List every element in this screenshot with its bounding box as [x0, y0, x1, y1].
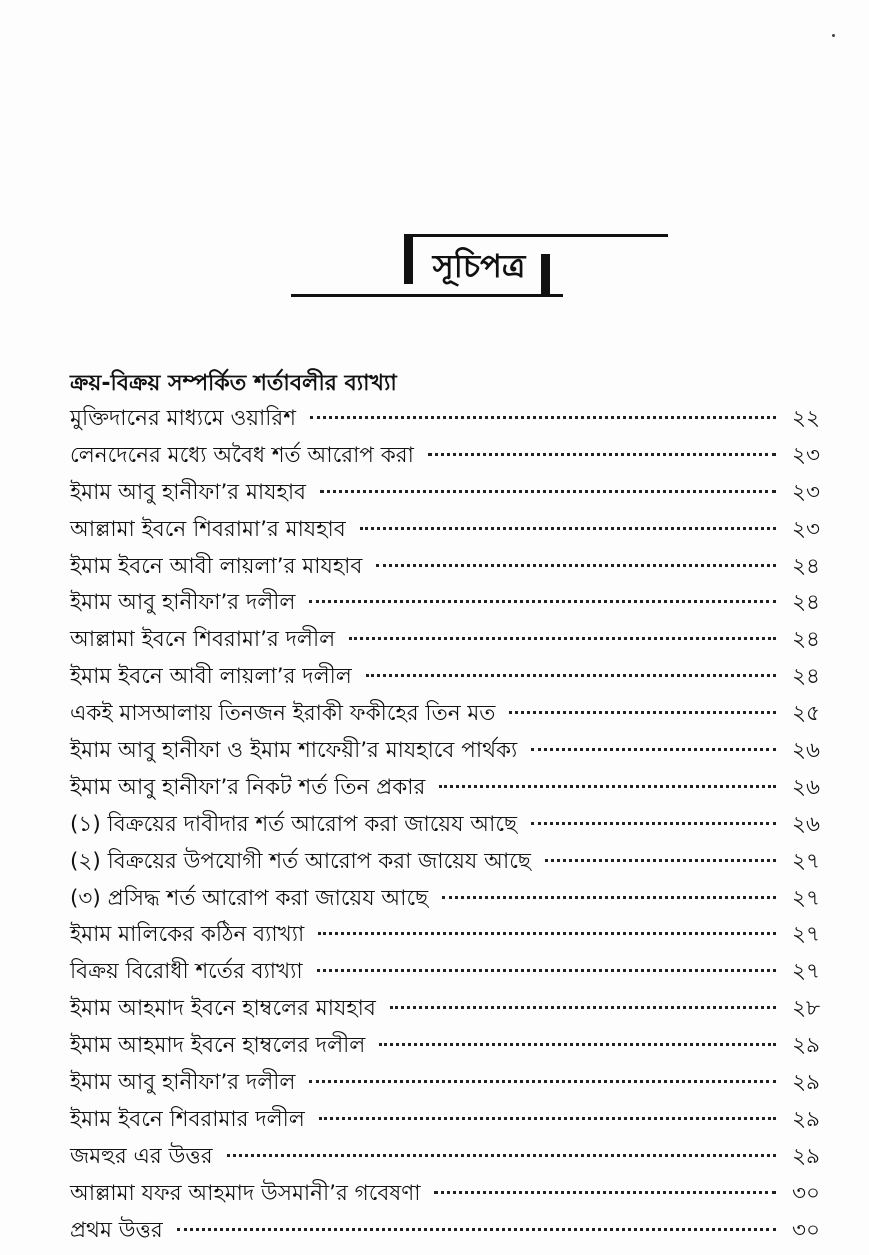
dot-leader — [509, 711, 776, 714]
toc-entry-page-number: ২৭ — [792, 848, 820, 874]
dot-leader — [310, 416, 776, 419]
title-top-rule — [408, 234, 668, 237]
toc-entry-page-number: ২৯ — [792, 1070, 820, 1096]
toc-entry[interactable] — [70, 438, 820, 475]
dot-leader — [227, 1154, 776, 1157]
toc-entry-page-number: ২৪ — [792, 590, 820, 616]
title-left-bar — [404, 234, 413, 284]
toc-entry-page-number: ২২ — [792, 406, 820, 431]
toc-entry-label: ইমাম আবু হানীফা’র নিকট শর্ত তিন প্রকার — [70, 774, 426, 800]
toc-entry[interactable] — [70, 659, 820, 696]
toc-entry-page-number: ২৮ — [792, 996, 820, 1022]
toc-entry[interactable] — [70, 401, 820, 438]
toc-entry-page-number: ২৫ — [792, 701, 820, 727]
toc-entry-label: মুক্তিদানের মাধ্যমে ওয়ারিশ — [70, 406, 296, 431]
toc-entry[interactable] — [70, 954, 820, 991]
toc-entry-list — [70, 401, 820, 1249]
toc-entry-label: আল্লামা ইবনে শিবরামা’র মাযহাব — [70, 516, 346, 542]
toc-entry-label: ইমাম আহমাদ ইবনে হাম্বলের দলীল — [70, 1033, 366, 1059]
dot-leader — [390, 1006, 776, 1009]
toc-entry[interactable] — [70, 881, 820, 918]
toc-entry-page-number: ৩০ — [792, 1217, 820, 1243]
toc-entry-page-number: ২৭ — [792, 959, 820, 985]
toc-entry-label: প্রথম উত্তর — [70, 1217, 163, 1243]
toc-entry[interactable] — [70, 1176, 820, 1213]
toc-entry-label: আল্লামা যফর আহমাদ উসমানী’র গবেষণা — [70, 1180, 421, 1206]
toc-entry-label: ইমাম আবু হানীফা ও ইমাম শাফেয়ী’র মাযহাবে পার্থক্য — [70, 738, 518, 764]
toc-entry-label: জমহুর এর উত্তর — [70, 1143, 213, 1169]
toc-entry-label: ইমাম আহমাদ ইবনে হাম্বলের মাযহাব — [70, 996, 376, 1022]
toc-entry-page-number: ২৬ — [792, 774, 820, 800]
toc-entry-label: ইমাম আবু হানীফা’র দলীল — [70, 1070, 296, 1096]
toc-entry[interactable] — [70, 770, 820, 807]
toc-entry-page-number: ২৪ — [792, 627, 820, 653]
toc-entry-label: (১) বিক্রয়ের দাবীদার শর্ত আরোপ করা জায়েয আছে — [70, 811, 518, 837]
toc-entry-page-number: ২৪ — [792, 664, 820, 690]
toc-entry-label: একই মাসআলায় তিনজন ইরাকী ফকীহের তিন মত — [70, 701, 496, 727]
toc-entry[interactable] — [70, 622, 820, 659]
toc-entry[interactable] — [70, 733, 820, 770]
toc-entry-label: বিক্রয় বিরোধী শর্তের ব্যাখ্যা — [70, 959, 303, 985]
toc-entry[interactable] — [70, 512, 820, 549]
dot-leader — [531, 822, 776, 825]
dot-leader — [379, 1043, 776, 1046]
dot-leader — [531, 748, 776, 751]
title-bottom-rule — [291, 294, 563, 297]
dot-leader — [320, 490, 776, 493]
dot-leader — [318, 932, 776, 935]
toc-entry-page-number: ২৪ — [792, 553, 820, 579]
toc-entry-label: লেনদেনের মধ্যে অবৈধ শর্ত আরোপ করা — [70, 442, 414, 468]
toc-entry-label: (২) বিক্রয়ের উপযোগী শর্ত আরোপ করা জায়েয আছে — [70, 848, 531, 874]
toc-section-heading: ক্রয়-বিক্রয় সম্পর্কিত শর্তাবলীর ব্যাখ্যা — [70, 371, 397, 396]
toc-entry-page-number: ২৭ — [792, 885, 820, 911]
toc-entry-label: (৩) প্রসিদ্ধ শর্ত আরোপ করা জায়েয আছে — [70, 885, 429, 911]
toc-entry-page-number: ২৯ — [792, 1106, 820, 1132]
dot-leader — [349, 637, 776, 640]
toc-entry-page-number: ২৩ — [792, 442, 820, 468]
toc-entry-label: ইমাম মালিকের কঠিন ব্যাখ্যা — [70, 922, 305, 948]
dot-leader — [309, 600, 776, 603]
toc-entry-page-number: ২৭ — [792, 922, 820, 948]
page-title: সূচিপত্র — [432, 247, 526, 285]
toc-entry[interactable] — [70, 917, 820, 954]
toc-entry[interactable] — [70, 807, 820, 844]
toc-entry[interactable] — [70, 1102, 820, 1139]
toc-entry-page-number: ২৯ — [792, 1033, 820, 1059]
toc-entry-label: ইমাম আবু হানীফা’র মাযহাব — [70, 479, 307, 505]
table-of-contents — [70, 367, 820, 1249]
toc-entry[interactable] — [70, 1065, 820, 1102]
toc-entry[interactable] — [70, 549, 820, 586]
dot-leader — [376, 564, 776, 567]
dot-leader — [442, 896, 776, 899]
toc-entry-page-number: ২৯ — [792, 1143, 820, 1169]
toc-entry[interactable] — [70, 1213, 820, 1250]
toc-entry-label: ইমাম ইবনে শিবরামার দলীল — [70, 1106, 305, 1132]
toc-entry-page-number: ২৬ — [792, 738, 820, 764]
toc-entry-label: আল্লামা ইবনে শিবরামা’র দলীল — [70, 627, 336, 653]
toc-entry[interactable] — [70, 696, 820, 733]
toc-entry-page-number: ২৬ — [792, 811, 820, 837]
toc-entry[interactable] — [70, 1139, 820, 1176]
toc-entry-page-number: ২৩ — [792, 479, 820, 505]
title-right-bar — [541, 254, 550, 297]
dot-leader — [428, 453, 776, 456]
toc-entry[interactable] — [70, 844, 820, 881]
toc-entry-label: ইমাম আবু হানীফা’র দলীল — [70, 590, 296, 616]
toc-entry[interactable] — [70, 475, 820, 512]
dot-leader — [319, 1117, 776, 1120]
toc-entry[interactable] — [70, 585, 820, 622]
dot-leader — [360, 527, 776, 530]
dot-leader — [309, 1080, 776, 1083]
dot-leader — [545, 859, 776, 862]
dot-leader — [366, 674, 776, 677]
dot-leader — [434, 1191, 776, 1194]
toc-entry-page-number: ২৩ — [792, 516, 820, 542]
paper-speck — [832, 34, 835, 37]
toc-entry[interactable] — [70, 1028, 820, 1065]
toc-entry-label: ইমাম ইবনে আবী লায়লা’র মাযহাব — [70, 553, 363, 579]
toc-entry-page-number: ৩০ — [792, 1180, 820, 1206]
dot-leader — [177, 1228, 776, 1231]
toc-entry-label: ইমাম ইবনে আবী লায়লা’র দলীল — [70, 664, 352, 690]
toc-entry[interactable] — [70, 991, 820, 1028]
dot-leader — [317, 969, 776, 972]
dot-leader — [439, 785, 776, 788]
